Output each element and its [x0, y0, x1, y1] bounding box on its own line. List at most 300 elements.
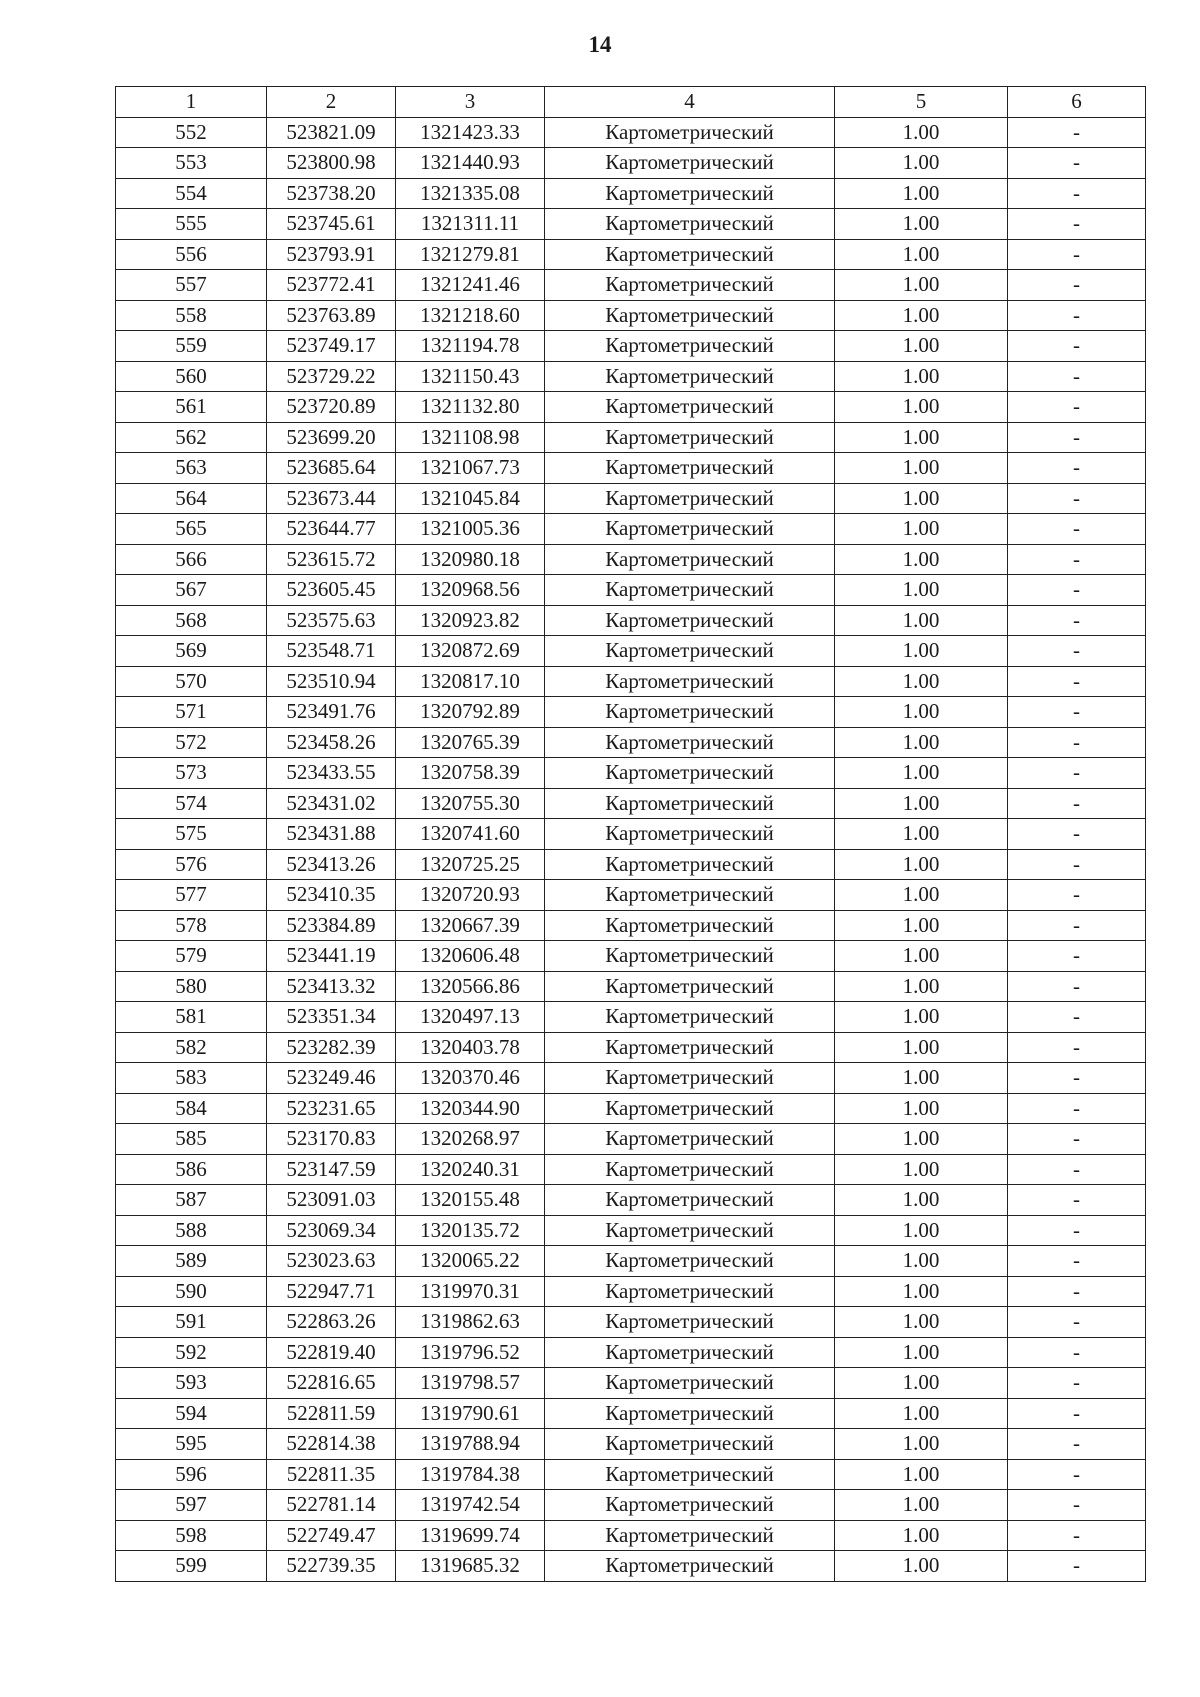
y-coordinate-cell: 1321194.78: [396, 331, 545, 362]
note-cell: -: [1008, 819, 1146, 850]
y-coordinate-cell: 1321241.46: [396, 270, 545, 301]
note-cell: -: [1008, 1307, 1146, 1338]
accuracy-cell: 1.00: [835, 392, 1008, 423]
accuracy-cell: 1.00: [835, 910, 1008, 941]
note-cell: -: [1008, 209, 1146, 240]
accuracy-cell: 1.00: [835, 331, 1008, 362]
y-coordinate-cell: 1321005.36: [396, 514, 545, 545]
y-coordinate-cell: 1319790.61: [396, 1398, 545, 1429]
note-cell: -: [1008, 636, 1146, 667]
x-coordinate-cell: 522863.26: [267, 1307, 396, 1338]
accuracy-cell: 1.00: [835, 666, 1008, 697]
x-coordinate-cell: 523431.02: [267, 788, 396, 819]
table-row: [116, 483, 1146, 514]
y-coordinate-cell: 1320344.90: [396, 1093, 545, 1124]
x-coordinate-cell: 522781.14: [267, 1490, 396, 1521]
note-cell: -: [1008, 1520, 1146, 1551]
point-number-cell: 553: [116, 148, 267, 179]
accuracy-cell: 1.00: [835, 300, 1008, 331]
y-coordinate-cell: 1320725.25: [396, 849, 545, 880]
table-row: [116, 1154, 1146, 1185]
x-coordinate-cell: 523249.46: [267, 1063, 396, 1094]
point-number-cell: 575: [116, 819, 267, 850]
x-coordinate-cell: 523433.55: [267, 758, 396, 789]
accuracy-cell: 1.00: [835, 361, 1008, 392]
method-cell: Картометрический: [545, 1276, 835, 1307]
y-coordinate-cell: 1320792.89: [396, 697, 545, 728]
accuracy-cell: 1.00: [835, 483, 1008, 514]
method-cell: Картометрический: [545, 392, 835, 423]
point-number-cell: 597: [116, 1490, 267, 1521]
point-number-cell: 576: [116, 849, 267, 880]
table-row: [116, 1215, 1146, 1246]
note-cell: -: [1008, 1490, 1146, 1521]
point-number-cell: 558: [116, 300, 267, 331]
table-row: [116, 1490, 1146, 1521]
x-coordinate-cell: 522947.71: [267, 1276, 396, 1307]
accuracy-cell: 1.00: [835, 636, 1008, 667]
method-cell: Картометрический: [545, 1246, 835, 1277]
method-cell: Картометрический: [545, 1093, 835, 1124]
x-coordinate-cell: 522811.59: [267, 1398, 396, 1429]
accuracy-cell: 1.00: [835, 1459, 1008, 1490]
point-number-cell: 571: [116, 697, 267, 728]
point-number-cell: 570: [116, 666, 267, 697]
method-cell: Картометрический: [545, 300, 835, 331]
table-row: [116, 1002, 1146, 1033]
accuracy-cell: 1.00: [835, 941, 1008, 972]
note-cell: -: [1008, 1459, 1146, 1490]
accuracy-cell: 1.00: [835, 117, 1008, 148]
x-coordinate-cell: 523821.09: [267, 117, 396, 148]
point-number-cell: 583: [116, 1063, 267, 1094]
accuracy-cell: 1.00: [835, 209, 1008, 240]
method-cell: Картометрический: [545, 1429, 835, 1460]
x-coordinate-cell: 522811.35: [267, 1459, 396, 1490]
accuracy-cell: 1.00: [835, 1520, 1008, 1551]
point-number-cell: 586: [116, 1154, 267, 1185]
y-coordinate-cell: 1320923.82: [396, 605, 545, 636]
point-number-cell: 587: [116, 1185, 267, 1216]
table-row: [116, 178, 1146, 209]
table-row: [116, 422, 1146, 453]
point-number-cell: 562: [116, 422, 267, 453]
y-coordinate-cell: 1320155.48: [396, 1185, 545, 1216]
x-coordinate-cell: 523491.76: [267, 697, 396, 728]
method-cell: Картометрический: [545, 483, 835, 514]
table-row: [116, 148, 1146, 179]
table-row: [116, 697, 1146, 728]
y-coordinate-cell: 1319798.57: [396, 1368, 545, 1399]
point-number-cell: 568: [116, 605, 267, 636]
y-coordinate-cell: 1321150.43: [396, 361, 545, 392]
accuracy-cell: 1.00: [835, 1337, 1008, 1368]
method-cell: Картометрический: [545, 1368, 835, 1399]
method-cell: Картометрический: [545, 178, 835, 209]
table-row: [116, 544, 1146, 575]
method-cell: Картометрический: [545, 788, 835, 819]
point-number-cell: 561: [116, 392, 267, 423]
table-row: [116, 331, 1146, 362]
y-coordinate-cell: 1320497.13: [396, 1002, 545, 1033]
note-cell: -: [1008, 758, 1146, 789]
table-row: [116, 209, 1146, 240]
table-row: [116, 1063, 1146, 1094]
accuracy-cell: 1.00: [835, 1307, 1008, 1338]
accuracy-cell: 1.00: [835, 270, 1008, 301]
accuracy-cell: 1.00: [835, 178, 1008, 209]
x-coordinate-cell: 523458.26: [267, 727, 396, 758]
y-coordinate-cell: 1319699.74: [396, 1520, 545, 1551]
method-cell: Картометрический: [545, 1124, 835, 1155]
note-cell: -: [1008, 971, 1146, 1002]
accuracy-cell: 1.00: [835, 1215, 1008, 1246]
y-coordinate-cell: 1319742.54: [396, 1490, 545, 1521]
y-coordinate-cell: 1320566.86: [396, 971, 545, 1002]
accuracy-cell: 1.00: [835, 1246, 1008, 1277]
method-cell: Картометрический: [545, 697, 835, 728]
method-cell: Картометрический: [545, 1307, 835, 1338]
x-coordinate-cell: 523729.22: [267, 361, 396, 392]
x-coordinate-cell: 523384.89: [267, 910, 396, 941]
method-cell: Картометрический: [545, 1002, 835, 1033]
method-cell: Картометрический: [545, 1337, 835, 1368]
accuracy-cell: 1.00: [835, 514, 1008, 545]
x-coordinate-cell: 523431.88: [267, 819, 396, 850]
table-row: [116, 300, 1146, 331]
table-row: [116, 1551, 1146, 1582]
point-number-cell: 577: [116, 880, 267, 911]
note-cell: -: [1008, 300, 1146, 331]
x-coordinate-cell: 523699.20: [267, 422, 396, 453]
note-cell: -: [1008, 148, 1146, 179]
method-cell: Картометрический: [545, 758, 835, 789]
y-coordinate-cell: 1320758.39: [396, 758, 545, 789]
y-coordinate-cell: 1319685.32: [396, 1551, 545, 1582]
table-row: [116, 392, 1146, 423]
method-cell: Картометрический: [545, 849, 835, 880]
y-coordinate-cell: 1319796.52: [396, 1337, 545, 1368]
y-coordinate-cell: 1321423.33: [396, 117, 545, 148]
method-cell: Картометрический: [545, 361, 835, 392]
table-row: [116, 910, 1146, 941]
method-cell: Картометрический: [545, 1032, 835, 1063]
method-cell: Картометрический: [545, 727, 835, 758]
header-row: [116, 87, 1146, 118]
y-coordinate-cell: 1320720.93: [396, 880, 545, 911]
note-cell: -: [1008, 1429, 1146, 1460]
note-cell: -: [1008, 575, 1146, 606]
y-coordinate-cell: 1320403.78: [396, 1032, 545, 1063]
accuracy-cell: 1.00: [835, 971, 1008, 1002]
table-row: [116, 1459, 1146, 1490]
note-cell: -: [1008, 1246, 1146, 1277]
y-coordinate-cell: 1320741.60: [396, 819, 545, 850]
y-coordinate-cell: 1320755.30: [396, 788, 545, 819]
method-cell: Картометрический: [545, 422, 835, 453]
note-cell: -: [1008, 1368, 1146, 1399]
note-cell: -: [1008, 117, 1146, 148]
table-row: [116, 788, 1146, 819]
header-cell-5: 5: [835, 87, 1008, 118]
accuracy-cell: 1.00: [835, 788, 1008, 819]
x-coordinate-cell: 523023.63: [267, 1246, 396, 1277]
table-row: [116, 453, 1146, 484]
table-row: [116, 575, 1146, 606]
table-row: [116, 666, 1146, 697]
coordinates-table: [115, 86, 1146, 1582]
note-cell: -: [1008, 270, 1146, 301]
note-cell: -: [1008, 880, 1146, 911]
x-coordinate-cell: 523745.61: [267, 209, 396, 240]
method-cell: Картометрический: [545, 575, 835, 606]
note-cell: -: [1008, 1551, 1146, 1582]
note-cell: -: [1008, 361, 1146, 392]
x-coordinate-cell: 523575.63: [267, 605, 396, 636]
accuracy-cell: 1.00: [835, 880, 1008, 911]
table-row: [116, 117, 1146, 148]
note-cell: -: [1008, 392, 1146, 423]
table-row: [116, 941, 1146, 972]
x-coordinate-cell: 523282.39: [267, 1032, 396, 1063]
table-row: [116, 819, 1146, 850]
y-coordinate-cell: 1321132.80: [396, 392, 545, 423]
point-number-cell: 592: [116, 1337, 267, 1368]
table-body: [116, 87, 1146, 1582]
table-row: [116, 1429, 1146, 1460]
note-cell: -: [1008, 788, 1146, 819]
point-number-cell: 566: [116, 544, 267, 575]
point-number-cell: 584: [116, 1093, 267, 1124]
point-number-cell: 581: [116, 1002, 267, 1033]
note-cell: -: [1008, 1185, 1146, 1216]
accuracy-cell: 1.00: [835, 575, 1008, 606]
point-number-cell: 563: [116, 453, 267, 484]
table-row: [116, 605, 1146, 636]
x-coordinate-cell: 523091.03: [267, 1185, 396, 1216]
note-cell: -: [1008, 1276, 1146, 1307]
note-cell: -: [1008, 331, 1146, 362]
method-cell: Картометрический: [545, 1459, 835, 1490]
method-cell: Картометрический: [545, 1185, 835, 1216]
method-cell: Картометрический: [545, 941, 835, 972]
point-number-cell: 588: [116, 1215, 267, 1246]
accuracy-cell: 1.00: [835, 148, 1008, 179]
header-cell-4: 4: [545, 87, 835, 118]
note-cell: -: [1008, 1063, 1146, 1094]
note-cell: -: [1008, 1032, 1146, 1063]
accuracy-cell: 1.00: [835, 544, 1008, 575]
table-row: [116, 239, 1146, 270]
accuracy-cell: 1.00: [835, 453, 1008, 484]
method-cell: Картометрический: [545, 880, 835, 911]
y-coordinate-cell: 1321311.11: [396, 209, 545, 240]
y-coordinate-cell: 1319784.38: [396, 1459, 545, 1490]
method-cell: Картометрический: [545, 239, 835, 270]
accuracy-cell: 1.00: [835, 422, 1008, 453]
method-cell: Картометрический: [545, 666, 835, 697]
x-coordinate-cell: 523548.71: [267, 636, 396, 667]
point-number-cell: 589: [116, 1246, 267, 1277]
method-cell: Картометрический: [545, 971, 835, 1002]
table-row: [116, 1368, 1146, 1399]
x-coordinate-cell: 523413.26: [267, 849, 396, 880]
table-row: [116, 849, 1146, 880]
point-number-cell: 552: [116, 117, 267, 148]
point-number-cell: 596: [116, 1459, 267, 1490]
y-coordinate-cell: 1321108.98: [396, 422, 545, 453]
note-cell: -: [1008, 453, 1146, 484]
note-cell: -: [1008, 422, 1146, 453]
method-cell: Картометрический: [545, 148, 835, 179]
method-cell: Картометрический: [545, 514, 835, 545]
method-cell: Картометрический: [545, 331, 835, 362]
point-number-cell: 591: [116, 1307, 267, 1338]
note-cell: -: [1008, 910, 1146, 941]
y-coordinate-cell: 1321067.73: [396, 453, 545, 484]
table-row: [116, 1337, 1146, 1368]
table-row: [116, 1307, 1146, 1338]
y-coordinate-cell: 1320135.72: [396, 1215, 545, 1246]
x-coordinate-cell: 523685.64: [267, 453, 396, 484]
accuracy-cell: 1.00: [835, 727, 1008, 758]
accuracy-cell: 1.00: [835, 1063, 1008, 1094]
y-coordinate-cell: 1321218.60: [396, 300, 545, 331]
x-coordinate-cell: 523413.32: [267, 971, 396, 1002]
point-number-cell: 556: [116, 239, 267, 270]
table-row: [116, 636, 1146, 667]
note-cell: -: [1008, 666, 1146, 697]
method-cell: Картометрический: [545, 605, 835, 636]
y-coordinate-cell: 1320065.22: [396, 1246, 545, 1277]
x-coordinate-cell: 523720.89: [267, 392, 396, 423]
y-coordinate-cell: 1321335.08: [396, 178, 545, 209]
point-number-cell: 579: [116, 941, 267, 972]
y-coordinate-cell: 1320370.46: [396, 1063, 545, 1094]
table-row: [116, 971, 1146, 1002]
point-number-cell: 565: [116, 514, 267, 545]
y-coordinate-cell: 1320606.48: [396, 941, 545, 972]
note-cell: -: [1008, 605, 1146, 636]
y-coordinate-cell: 1320240.31: [396, 1154, 545, 1185]
table-row: [116, 361, 1146, 392]
method-cell: Картометрический: [545, 209, 835, 240]
method-cell: Картометрический: [545, 1520, 835, 1551]
x-coordinate-cell: 523441.19: [267, 941, 396, 972]
x-coordinate-cell: 523410.35: [267, 880, 396, 911]
table-row: [116, 758, 1146, 789]
method-cell: Картометрический: [545, 1154, 835, 1185]
table-row: [116, 727, 1146, 758]
table-row: [116, 1093, 1146, 1124]
table-row: [116, 270, 1146, 301]
x-coordinate-cell: 523800.98: [267, 148, 396, 179]
point-number-cell: 569: [116, 636, 267, 667]
accuracy-cell: 1.00: [835, 1276, 1008, 1307]
method-cell: Картометрический: [545, 636, 835, 667]
y-coordinate-cell: 1320872.69: [396, 636, 545, 667]
x-coordinate-cell: 523673.44: [267, 483, 396, 514]
method-cell: Картометрический: [545, 117, 835, 148]
x-coordinate-cell: 523644.77: [267, 514, 396, 545]
y-coordinate-cell: 1320980.18: [396, 544, 545, 575]
table-row: [116, 1276, 1146, 1307]
accuracy-cell: 1.00: [835, 1124, 1008, 1155]
note-cell: -: [1008, 1002, 1146, 1033]
x-coordinate-cell: 523772.41: [267, 270, 396, 301]
table-row: [116, 1398, 1146, 1429]
method-cell: Картометрический: [545, 1398, 835, 1429]
method-cell: Картометрический: [545, 910, 835, 941]
accuracy-cell: 1.00: [835, 1551, 1008, 1582]
x-coordinate-cell: 522814.38: [267, 1429, 396, 1460]
point-number-cell: 564: [116, 483, 267, 514]
point-number-cell: 555: [116, 209, 267, 240]
point-number-cell: 557: [116, 270, 267, 301]
x-coordinate-cell: 523170.83: [267, 1124, 396, 1155]
point-number-cell: 554: [116, 178, 267, 209]
x-coordinate-cell: 522816.65: [267, 1368, 396, 1399]
point-number-cell: 582: [116, 1032, 267, 1063]
point-number-cell: 578: [116, 910, 267, 941]
point-number-cell: 590: [116, 1276, 267, 1307]
x-coordinate-cell: 523738.20: [267, 178, 396, 209]
accuracy-cell: 1.00: [835, 1490, 1008, 1521]
table-row: [116, 1032, 1146, 1063]
note-cell: -: [1008, 1215, 1146, 1246]
method-cell: Картометрический: [545, 1490, 835, 1521]
note-cell: -: [1008, 941, 1146, 972]
y-coordinate-cell: 1319862.63: [396, 1307, 545, 1338]
note-cell: -: [1008, 727, 1146, 758]
method-cell: Картометрический: [545, 1551, 835, 1582]
header-cell-2: 2: [267, 87, 396, 118]
note-cell: -: [1008, 514, 1146, 545]
x-coordinate-cell: 523793.91: [267, 239, 396, 270]
header-cell-6: 6: [1008, 87, 1146, 118]
point-number-cell: 599: [116, 1551, 267, 1582]
method-cell: Картометрический: [545, 1215, 835, 1246]
y-coordinate-cell: 1319788.94: [396, 1429, 545, 1460]
accuracy-cell: 1.00: [835, 758, 1008, 789]
point-number-cell: 559: [116, 331, 267, 362]
x-coordinate-cell: 523351.34: [267, 1002, 396, 1033]
x-coordinate-cell: 523231.65: [267, 1093, 396, 1124]
accuracy-cell: 1.00: [835, 1093, 1008, 1124]
method-cell: Картометрический: [545, 1063, 835, 1094]
page-number: 14: [588, 32, 612, 57]
y-coordinate-cell: 1320817.10: [396, 666, 545, 697]
y-coordinate-cell: 1319970.31: [396, 1276, 545, 1307]
y-coordinate-cell: 1320765.39: [396, 727, 545, 758]
point-number-cell: 560: [116, 361, 267, 392]
accuracy-cell: 1.00: [835, 1154, 1008, 1185]
accuracy-cell: 1.00: [835, 1032, 1008, 1063]
note-cell: -: [1008, 544, 1146, 575]
table-row: [116, 1124, 1146, 1155]
x-coordinate-cell: 523749.17: [267, 331, 396, 362]
accuracy-cell: 1.00: [835, 819, 1008, 850]
table-row: [116, 880, 1146, 911]
x-coordinate-cell: 523605.45: [267, 575, 396, 606]
x-coordinate-cell: 523510.94: [267, 666, 396, 697]
point-number-cell: 598: [116, 1520, 267, 1551]
accuracy-cell: 1.00: [835, 697, 1008, 728]
x-coordinate-cell: 522749.47: [267, 1520, 396, 1551]
note-cell: -: [1008, 697, 1146, 728]
y-coordinate-cell: 1321279.81: [396, 239, 545, 270]
x-coordinate-cell: 523069.34: [267, 1215, 396, 1246]
